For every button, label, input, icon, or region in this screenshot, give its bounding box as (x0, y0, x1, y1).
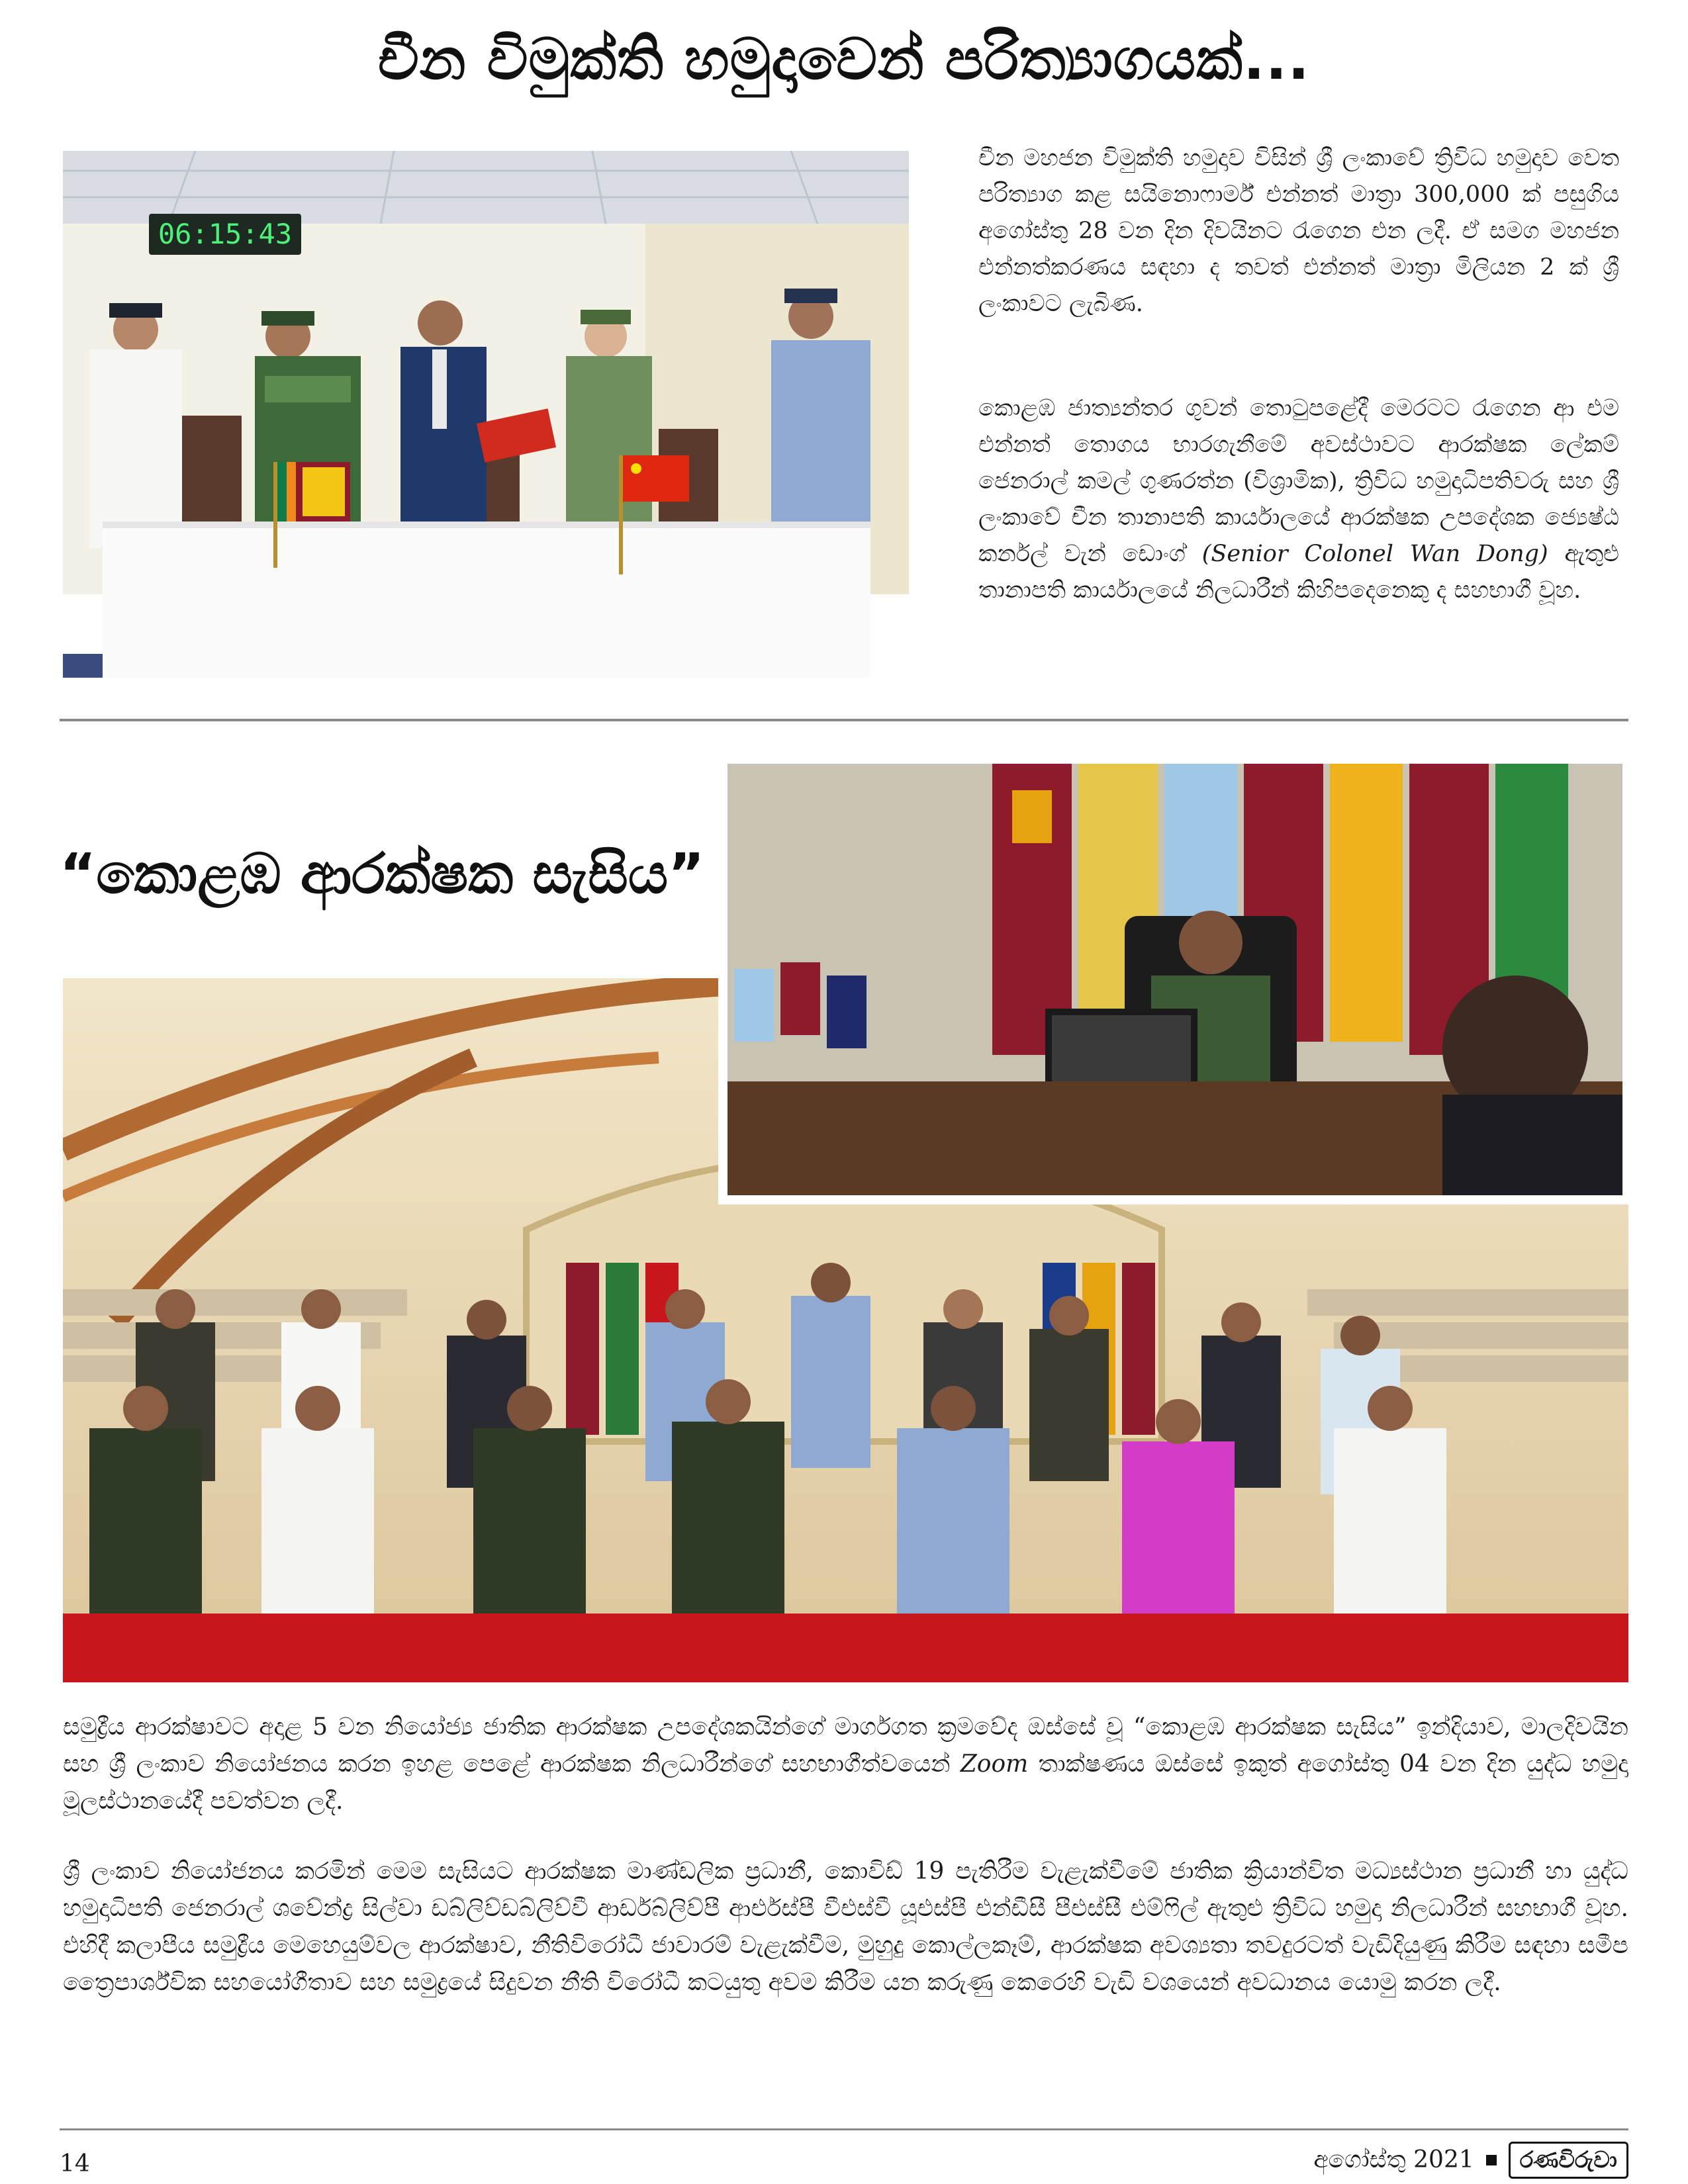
photo-clock-text: 06:15:43 (158, 218, 293, 250)
article2-title: “කොළඹ ආරක්ෂක සැසිය” (60, 841, 705, 906)
article2-paragraph-1-text-a: සමුද්‍රීය ආරක්ෂාවට අදාළ 5 වන නියෝජ්‍ය ජාතික ආරක්ෂක උපදේශකයින්ගේ මාර්ගගත ක්‍රමවේද ඔස්සේ වූ “කොළඹ ආරක්ෂක සැසිය” ඉන්දියාව, මාලදිවයින සහ ශ්‍රී ලංකාව නියෝජනය කරන ඉහළ පෙළේ ආරක්ෂක නිලධාරීන්ගේ සහභාගීත්වයෙන් (63, 1713, 1628, 1778)
footer-date: අගෝස්තු 2021 (1313, 2146, 1474, 2173)
article2-paragraph-1 (63, 1709, 1628, 1820)
article1-paragraph-1: චීන මහජන විමුක්ති හමුදාව විසින් ශ්‍රී ලංකාවේ ත්‍රිවිධ හමුදාව වෙත පරිත්‍යාග කළ සයිනොෆාර්ම් එන්නත් මාත්‍රා 300,000 ක් පසුගිය අගෝස්තු 28 වන දින දිවයිනට රැගෙන එන ලදී. ඒ සමග මහජන එන්නත්කරණය සඳහා ද තවත් එන්නත් මාත්‍රා මිලියන 2 ක් ශ්‍රී ලංකාවට ලැබිණ. (978, 145, 1619, 317)
article2-paragraph-1-english: Zoom (960, 1751, 1029, 1778)
article1-paragraph-2-tail: ඇතුළු තානාපති කාර්යාලයේ නිලධාරීන් කිහිපදෙනෙකු ද සහභාගී වූහ. (978, 541, 1619, 604)
footer-right (1313, 2142, 1628, 2179)
video-conference-photo (727, 764, 1622, 1195)
article1-paragraph-2 (978, 390, 1619, 609)
footer-rule (60, 2128, 1628, 2130)
article1-paragraph-2-english: (Senior Colonel Wan Dong) (1201, 541, 1548, 567)
inset-photo-frame (718, 754, 1632, 1205)
section-divider (60, 719, 1628, 721)
magazine-logo: රණවිරුවා (1509, 2142, 1628, 2179)
article2-paragraph-2: ශ්‍රී ලංකාව නියෝජනය කරමින් මෙම සැසියට ආරක්ෂක මාණ්ඩලික ප්‍රධානී, කොවිඩ් 19 පැතිරීම වැළැක්වීමේ ජාතික ක්‍රියාන්විත මධ්‍යස්ථාන ප්‍රධානී හා යුද්ධ හමුදාධිපති ජෙනරාල් ශවේන්ද්‍ර සිල්වා ඩබ්ලිව්ඩබ්ලිව්වී ආර්ඩබ්ලිව්පී ආර්එස්පී වීඑස්වී යූඑස්පී එන්ඩීසී පීඑස්සී එම්ෆිල් ඇතුළු ත්‍රිවිධ හමුදා නිලධාරීන් සහභාගී වූහ. එහිදී කලාපීය සමුද්‍රීය මෙහෙයුම්වල ආරක්ෂාව, නීතිවිරෝධී ජාවාරම් වැළැක්වීම, මුහුදු කොල්ලකෑම්, ආරක්ෂක අවශ්‍යතා තවදුරටත් වැඩිදියුණු කිරීම සඳහා සමීප ත්‍රෛපාර්ශ්වික සහයෝගීතාව සහ සමුද්‍රයේ සිදුවන නීති විරෝධී කටයුතු අවම කිරීම යන කරුණු කෙරෙහි වැඩි වශයෙන් අවධානය යොමු කරන ලදී. (63, 1858, 1628, 1996)
article2-paragraph-1-text-b: තාක්ෂණය ඔස්සේ ඉකුත් අගෝස්තු 04 වන දින යුද්ධ හමුදා මූලස්ථානයේදී පවත්වන ලදී. (63, 1751, 1628, 1815)
vaccine-handover-photo (63, 151, 909, 678)
article1-paragraph-2-text: කොළඹ ජාත්‍යන්තර ගුවන් තොටුපළේදී මෙරටට රැගෙන ආ එම එන්නත් තොගය භාරගැනීමේ අවස්ථාවට ආරක්ෂක ලේකම් ජෙනරාල් කමල් ගුණරත්න (විශ්‍රාමික), ත්‍රිවිධ හමුදාධිපතිවරු සහ ශ්‍රී ලංකාවේ චීන තානාපති කාර්යාලයේ ආරක්ෂක උපදේශක ජ්‍යෙෂ්ඨ කර්නල් වැන් ඩොංග් (978, 395, 1619, 567)
article1-title: චීන විමුක්ති හමුදාවෙන් පරිත්‍යාගයක්... (378, 26, 1310, 93)
footer-square-icon (1486, 2155, 1497, 2165)
page-number: 14 (60, 2150, 90, 2177)
